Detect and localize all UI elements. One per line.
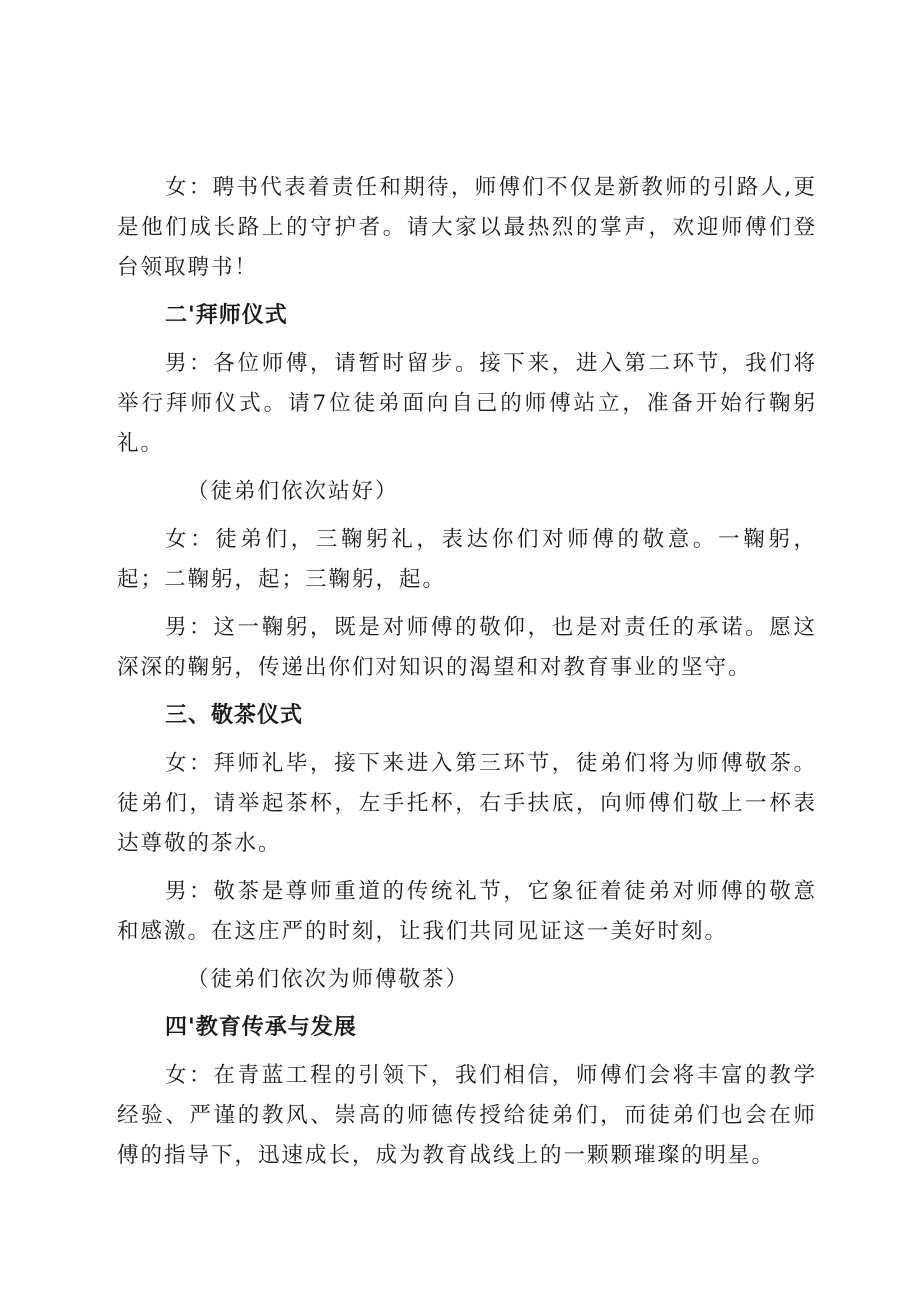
paragraph-three-bows: 女：徒弟们，三鞠躬礼，表达你们对师傅的敬意。一鞠躬，起；二鞠躬，起；三鞠躬，起。 xyxy=(117,527,817,592)
paragraph-bow-meaning: 男：这一鞠躬，既是对师傅的敬仰，也是对责任的承诺。愿这深深的鞠躬，传递出你们对知识的渴望和对教育事业的坚守。 xyxy=(117,615,817,680)
stage-note-stand: （徒弟们依次站好） xyxy=(187,479,399,504)
paragraph-tea-meaning: 男：敬茶是尊师重道的传统礼节，它象征着徒弟对师傅的敬意和感激。在这庄严的时刻，让我们共同见证这一美好时刻。 xyxy=(117,879,817,944)
paragraph-apprentice-intro: 男：各位师傅，请暂时留步。接下来，进入第二环节，我们将举行拜师仪式。请7位徒弟面向自己的师傅站立，准备开始行鞠躬礼。 xyxy=(117,351,817,456)
paragraph-education-legacy: 女：在青蓝工程的引领下，我们相信，师傅们会将丰富的教学经验、严谨的教风、崇高的师德传授给徒弟们，而徒弟们也会在师傅的指导下，迅速成长，成为教育战线上的一颗颗璀璨的明星。 xyxy=(117,1063,817,1168)
section-heading-tea-ceremony: 三、敬茶仪式 xyxy=(165,703,304,728)
document-body xyxy=(117,168,817,1184)
paragraph-tea-intro: 女：拜师礼毕，接下来进入第三环节，徒弟们将为师傅敬茶。徒弟们，请举起茶杯，左手托杯，右手扶底，向师傅们敬上一杯表达尊敬的茶水。 xyxy=(117,751,817,856)
stage-note-serve-tea: （徒弟们依次为师傅敬茶） xyxy=(187,967,470,992)
section-heading-apprentice-ceremony: 二'拜师仪式 xyxy=(165,303,288,328)
paragraph-certificate-welcome: 女：聘书代表着责任和期待，师傅们不仅是新教师的引路人,更是他们成长路上的守护者。请大家以最热烈的掌声，欢迎师傅们登台领取聘书！ xyxy=(117,175,817,280)
section-heading-education-legacy: 四'教育传承与发展 xyxy=(165,1015,357,1040)
